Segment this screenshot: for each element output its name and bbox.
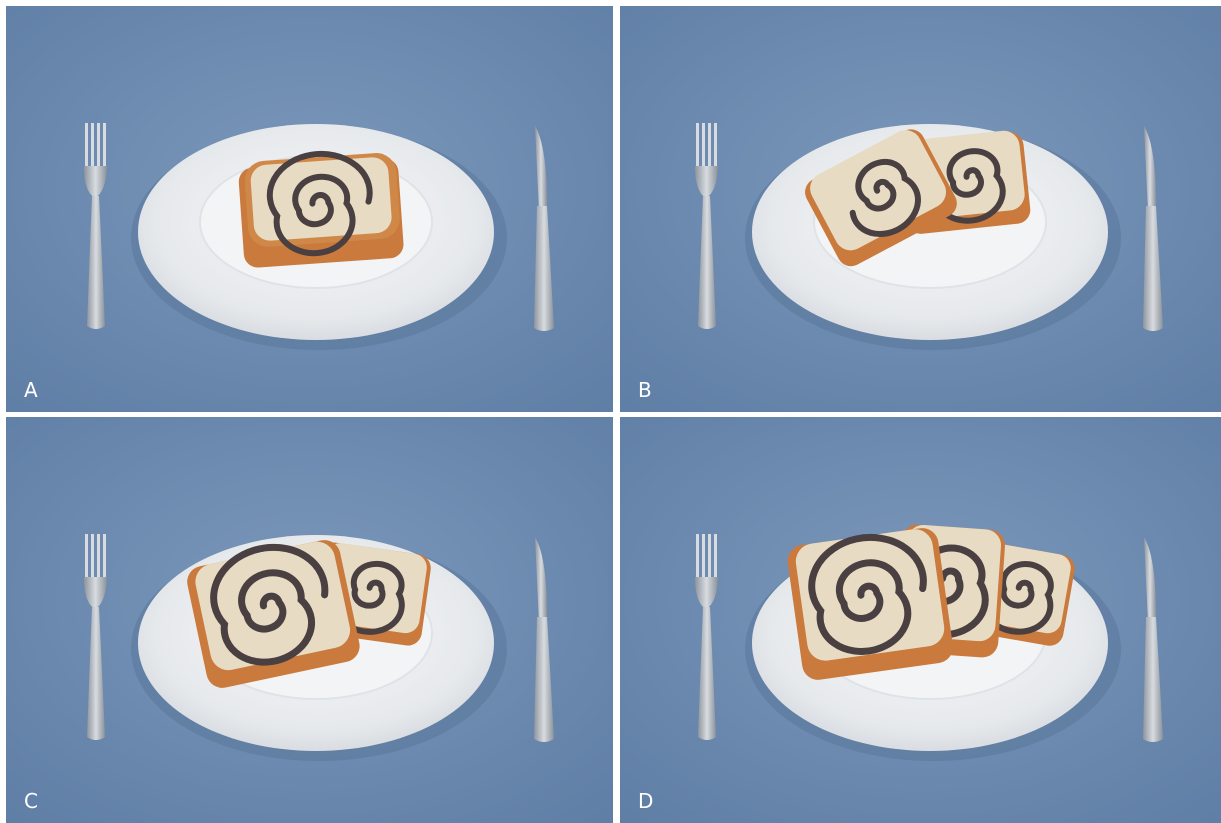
panel-a	[6, 6, 613, 412]
panel-label: D	[638, 789, 654, 813]
panel-label: A	[24, 378, 38, 402]
panel-label: C	[24, 789, 38, 813]
panel-c	[6, 417, 613, 823]
panel-d	[620, 417, 1221, 823]
cake-slice	[237, 148, 404, 268]
panel-d-photo	[620, 417, 1221, 823]
panel-label: B	[638, 378, 652, 402]
panel-a-photo	[6, 6, 613, 412]
cake-slice	[786, 526, 955, 682]
panel-c-photo	[6, 417, 613, 823]
panel-b	[620, 6, 1221, 412]
panel-b-photo	[620, 6, 1221, 412]
